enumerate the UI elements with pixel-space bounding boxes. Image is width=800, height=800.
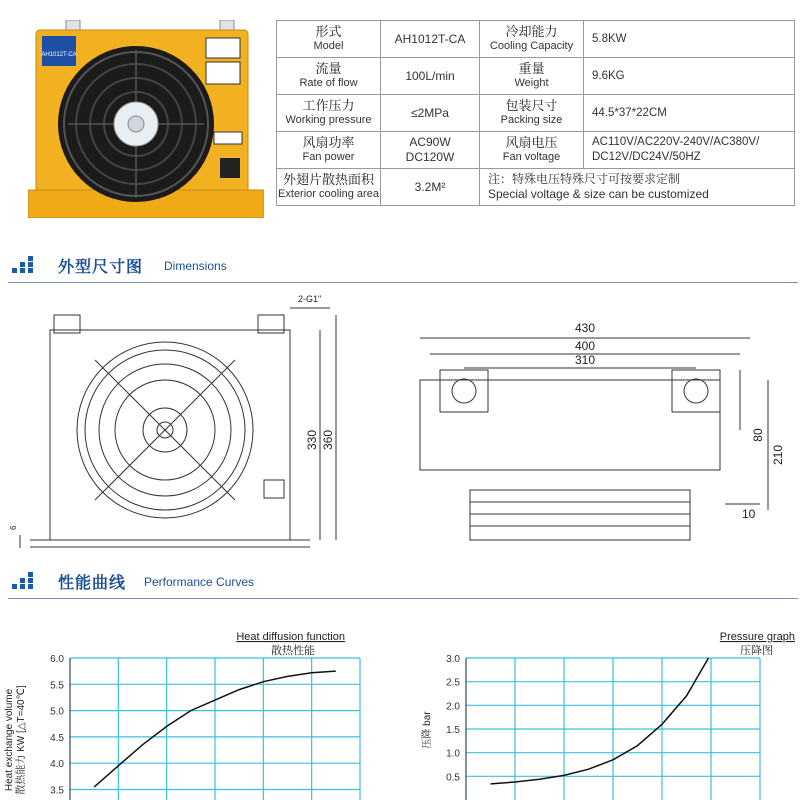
spec-value: 100L/min: [381, 58, 480, 95]
spec-label: 形式 Model: [277, 21, 381, 58]
chart-tick-label: 3.0: [446, 654, 460, 665]
spec-label: 风扇功率 Fan power: [277, 132, 381, 169]
chart-ylabel: 压降 bar: [422, 711, 433, 749]
chart-tick-label: 6.0: [50, 654, 64, 665]
section-bullet-icon: [12, 584, 17, 589]
chart-title: Pressure graph: [719, 631, 795, 643]
section-divider: [8, 598, 798, 599]
spec-value: ≤2MPa: [381, 95, 480, 132]
chart-tick-label: 5.5: [50, 680, 64, 692]
dim-height-inner: 330: [305, 429, 319, 451]
spec-value: 9.6KG: [584, 58, 795, 95]
chart-ylabel: Heat exchange volume: [4, 688, 15, 792]
section-subtitle: Performance Curves: [144, 575, 255, 589]
spec-label: 外翅片散热面积 Exterior cooling area: [277, 169, 381, 206]
product-photo: [28, 20, 264, 218]
chart-tick-label: 2.5: [446, 677, 460, 689]
label-plate: AH1012T-CA: [41, 52, 77, 58]
section-bullet-icon: [20, 262, 25, 267]
dim-width-mid: 400: [574, 339, 596, 353]
section-bullet-icon: [28, 584, 33, 589]
spec-label: 流量 Rate of flow: [277, 58, 381, 95]
spec-note: 注：特殊电压特殊尺寸可按要求定制 Special voltage & size can be customized: [480, 169, 795, 206]
section-bullet-icon: [20, 268, 25, 273]
spec-value: AC90W DC120W: [381, 132, 480, 169]
chart-title: Heat diffusion function: [236, 631, 345, 643]
chart-tick-label: 1.0: [446, 748, 460, 760]
section-divider: [8, 282, 798, 283]
dim-offset: 10: [742, 507, 756, 521]
spec-label: 冷却能力 Cooling Capacity: [480, 21, 584, 58]
dim-foot: 6: [9, 525, 18, 530]
spec-value: 3.2M²: [381, 169, 480, 206]
chart-tick-label: 4.0: [50, 759, 64, 771]
spec-label: 包装尺寸 Packing size: [480, 95, 584, 132]
chart-series-line: [491, 658, 709, 784]
section-subtitle: Dimensions: [164, 259, 227, 273]
section-header-dimensions: [8, 254, 798, 280]
chart-tick-label: 4.5: [50, 732, 64, 744]
section-bullet-icon: [28, 268, 33, 273]
dim-height: 210: [771, 444, 785, 466]
dim-width-total: 430: [574, 321, 596, 335]
section-bullet-icon: [20, 584, 25, 589]
spec-row: [277, 21, 795, 58]
spec-value: AH1012T-CA: [381, 21, 480, 58]
section-title: 外型尺寸图: [58, 259, 144, 276]
spec-label: 工作压力 Working pressure: [277, 95, 381, 132]
chart-tick-label: 1.5: [446, 725, 460, 736]
dim-depth: 80: [751, 428, 765, 442]
dim-height-outer: 360: [321, 429, 335, 451]
spec-row: [277, 132, 795, 169]
chart-tick-label: 3.5: [50, 785, 64, 797]
spec-label: 风扇电压 Fan voltage: [480, 132, 584, 169]
spec-value: AC110V/AC220V-240V/AC380V/ DC12V/DC24V/50HZ: [584, 132, 795, 169]
dim-width-inner: 310: [574, 353, 596, 367]
section-title: 性能曲线: [58, 575, 127, 592]
section-bullet-icon: [12, 268, 17, 273]
spec-row: [277, 169, 795, 206]
section-bullet-icon: [28, 262, 33, 267]
chart-tick-label: 0.5: [446, 772, 460, 784]
dimension-drawings: [0, 290, 800, 560]
spec-row: [277, 58, 795, 95]
section-bullet-icon: [20, 578, 25, 583]
chart-subtitle: 散热性能: [271, 645, 315, 657]
chart-subtitle: 压降图: [740, 645, 773, 657]
spec-table: [276, 20, 795, 206]
section-header-performance: [8, 570, 798, 596]
performance-charts: [0, 620, 800, 800]
chart-tick-label: 2.0: [446, 701, 460, 713]
dim-port-label: 2-G1": [298, 294, 322, 304]
spec-value: 44.5*37*22CM: [584, 95, 795, 132]
spec-value: 5.8KW: [584, 21, 795, 58]
section-bullet-icon: [28, 572, 33, 577]
section-bullet-icon: [28, 578, 33, 583]
spec-row: [277, 95, 795, 132]
spec-label: 重量 Weight: [480, 58, 584, 95]
chart-ylabel: 散热能力 KW [△T=40℃]: [16, 685, 27, 795]
section-bullet-icon: [28, 256, 33, 261]
chart-tick-label: 5.0: [50, 706, 64, 718]
